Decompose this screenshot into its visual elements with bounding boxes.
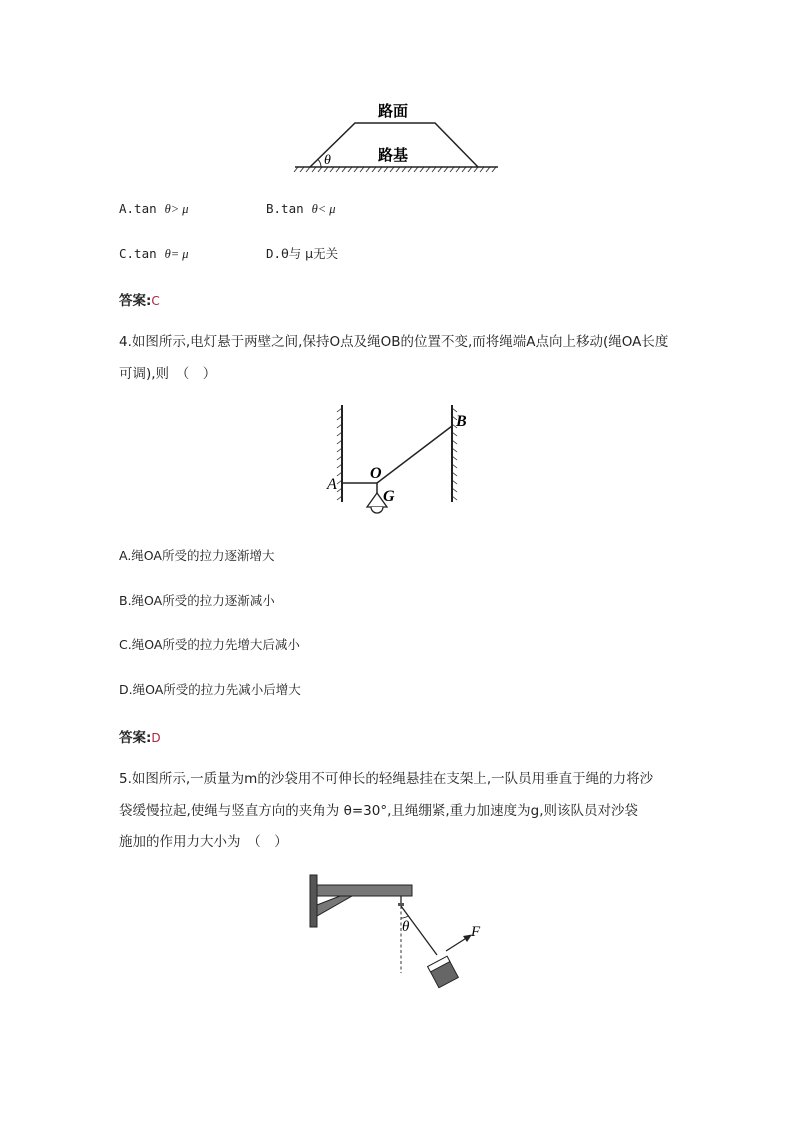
option-b: B.tan θ< μ [266,201,336,216]
support-brace [317,896,352,916]
support-post [310,875,317,927]
q4-option-b: B.绳OA所受的拉力逐渐减小 [119,593,275,608]
option-d: D.θ与 μ无关 [266,246,339,261]
q4-option-c: C.绳OA所受的拉力先增大后减小 [119,637,300,652]
hook-clip [398,903,404,906]
answer-q3: 答案:C [119,293,160,309]
sandbag-figure [300,870,500,1000]
label-o: O [370,465,382,482]
sandbag [428,956,459,988]
label-g: G [383,488,395,505]
rope-ob [377,426,452,483]
answer-q4: 答案:D [119,730,161,746]
force-arrow-shaft [446,937,468,951]
support-beam [317,885,412,896]
q4-option-a: A.绳OA所受的拉力逐渐增大 [119,548,275,563]
q5-text-line3: 施加的作用力大小为 （ ） [119,834,288,850]
label-a: A [327,476,337,493]
road-surface-label: 路面 [378,104,409,120]
q4-text-line1: 4.如图所示,电灯悬于两壁之间,保持O点及绳OB的位置不变,而将绳端A点向上移动(绳OA长度 [119,334,669,350]
option-c: C.tan θ= μ [119,246,189,261]
q5-text-line2: 袋缓慢拉起,使绳与竖直方向的夹角为 θ=30°,且绳绷紧,重力加速度为g,则该队员对沙袋 [119,803,639,819]
q5-text-line1: 5.如图所示,一质量为m的沙袋用不可伸长的轻绳悬挂在支架上,一队员用垂直于绳的力将沙 [119,771,654,787]
road-figure [290,95,505,175]
q4-option-d: D.绳OA所受的拉力先减小后增大 [119,682,301,697]
angle-arc [318,159,321,167]
q4-text-line2: 可调),则 （ ） [119,366,217,382]
roadbed-label: 路基 [378,148,409,164]
option-a: A.tan θ> μ [119,201,189,216]
lamp-figure [320,400,475,535]
theta-arc [401,916,408,918]
angle-label: θ [324,153,331,168]
theta-label: θ [402,919,410,935]
lamp-bulb [371,507,383,513]
label-b: B [456,413,467,430]
force-label: F [471,924,481,940]
